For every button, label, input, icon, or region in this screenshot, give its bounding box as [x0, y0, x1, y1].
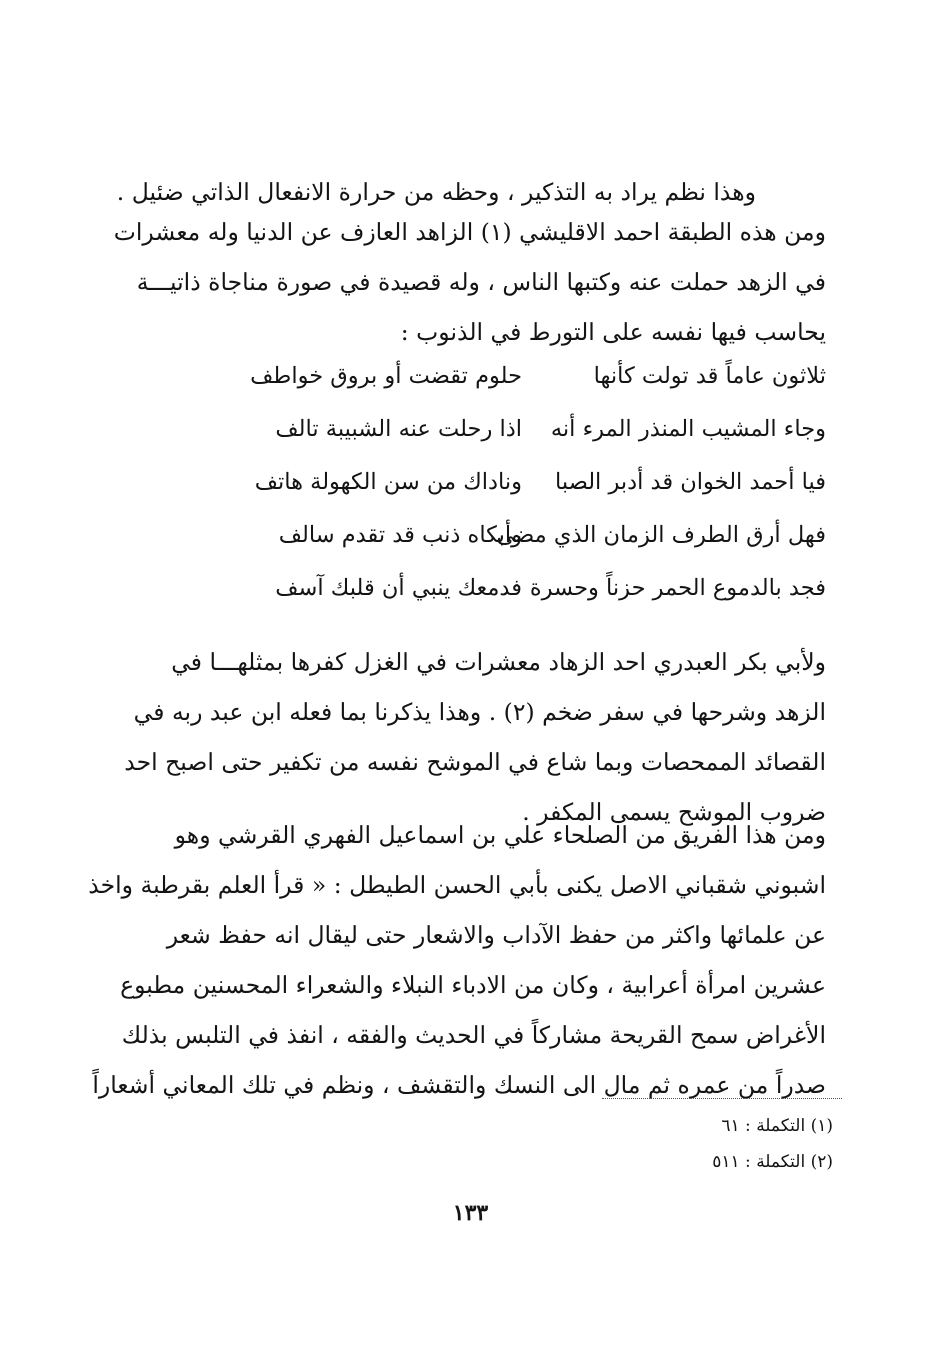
- poem-verse: [182, 456, 826, 509]
- footnote: (٢) التكملة : ٥١١: [712, 1152, 833, 1172]
- text-line: اشبوني شقباني الاصل يكنى بأبي الحسن الطيطل : « قرأ العلم بقرطبة واخذ: [88, 871, 826, 899]
- text-line: وهذا نظم يراد به التذكير ، وحظه من حرارة الانفعال الذاتي ضئيل .: [116, 178, 756, 206]
- text-line: ضروب الموشح يسمى المكفر .: [522, 798, 826, 826]
- text-line: عشرين امرأة أعرابية ، وكان من الادباء النبلاء والشعراء المحسنين مطبوع: [120, 971, 826, 999]
- verse-first-hemistich: فهل أرق الطرف الزمان الذي مضى: [496, 522, 826, 548]
- text-line: الزهد وشرحها في سفر ضخم (٢) . وهذا يذكرنا بما فعله ابن عبد ربه في: [133, 698, 826, 726]
- verse-first-hemistich: فجد بالدموع الحمر حزناً وحسرة: [529, 575, 826, 601]
- verse-second-hemistich: حلوم تقضت أو بروق خواطف: [250, 363, 522, 389]
- text-line: ولأبي بكر العبدري احد الزهاد معشرات في الغزل كفرها بمثلهـــا في: [171, 648, 826, 676]
- poem-verse: [182, 350, 826, 403]
- footnote-divider: [602, 1098, 842, 1099]
- poem-verse: [182, 562, 826, 615]
- verse-second-hemistich: اذا رحلت عنه الشبيبة تالف: [275, 416, 522, 442]
- footnote: (١) التكملة : ٦١: [721, 1116, 833, 1136]
- verse-first-hemistich: فيا أحمد الخوان قد أدبر الصبا: [555, 469, 826, 495]
- verse-second-hemistich: وناداك من سن الكهولة هاتف: [254, 469, 522, 495]
- text-line: في الزهد حملت عنه وكتبها الناس ، وله قصيدة في صورة مناجاة ذاتيـــة: [136, 268, 826, 296]
- paragraph-iqlishi: [113, 207, 826, 357]
- poem-verse: [182, 509, 826, 562]
- verse-second-hemistich: وأبكاه ذنب قد تقدم سالف: [278, 522, 522, 548]
- text-line: الأغراض سمح القريحة مشاركاً في الحديث والفقه ، انفذ في التلبس بذلك: [121, 1021, 826, 1049]
- paragraph-abdari: [124, 637, 826, 837]
- text-line: ومن هذا الفريق من الصلحاء علي بن اسماعيل الفهري القرشي وهو: [174, 821, 826, 849]
- text-line: عن علمائها واكثر من حفظ الآداب والاشعار حتى ليقال انه حفظ شعر: [166, 921, 826, 949]
- text-line: القصائد الممحصات وبما شاع في الموشح نفسه من تكفير حتى اصبح احد: [124, 748, 826, 776]
- footnotes: [712, 1108, 833, 1180]
- verse-first-hemistich: ثلاثون عاماً قد تولت كأنها: [593, 363, 826, 389]
- poem-block: [182, 350, 826, 615]
- verse-first-hemistich: وجاء المشيب المنذر المرء أنه: [550, 416, 826, 442]
- paragraph-fihri: [88, 810, 826, 1110]
- text-line: يحاسب فيها نفسه على التورط في الذنوب :: [400, 318, 826, 346]
- poem-verse: [182, 403, 826, 456]
- page-number: ١٣٣: [452, 1200, 489, 1226]
- text-line: صدراً من عمره ثم مال الى النسك والتقشف ، ونظم في تلك المعاني أشعاراً: [92, 1071, 826, 1099]
- verse-second-hemistich: فدمعك ينبي أن قلبك آسف: [275, 575, 522, 601]
- text-line: ومن هذه الطبقة احمد الاقليشي (١) الزاهد العازف عن الدنيا وله معشرات: [113, 218, 826, 246]
